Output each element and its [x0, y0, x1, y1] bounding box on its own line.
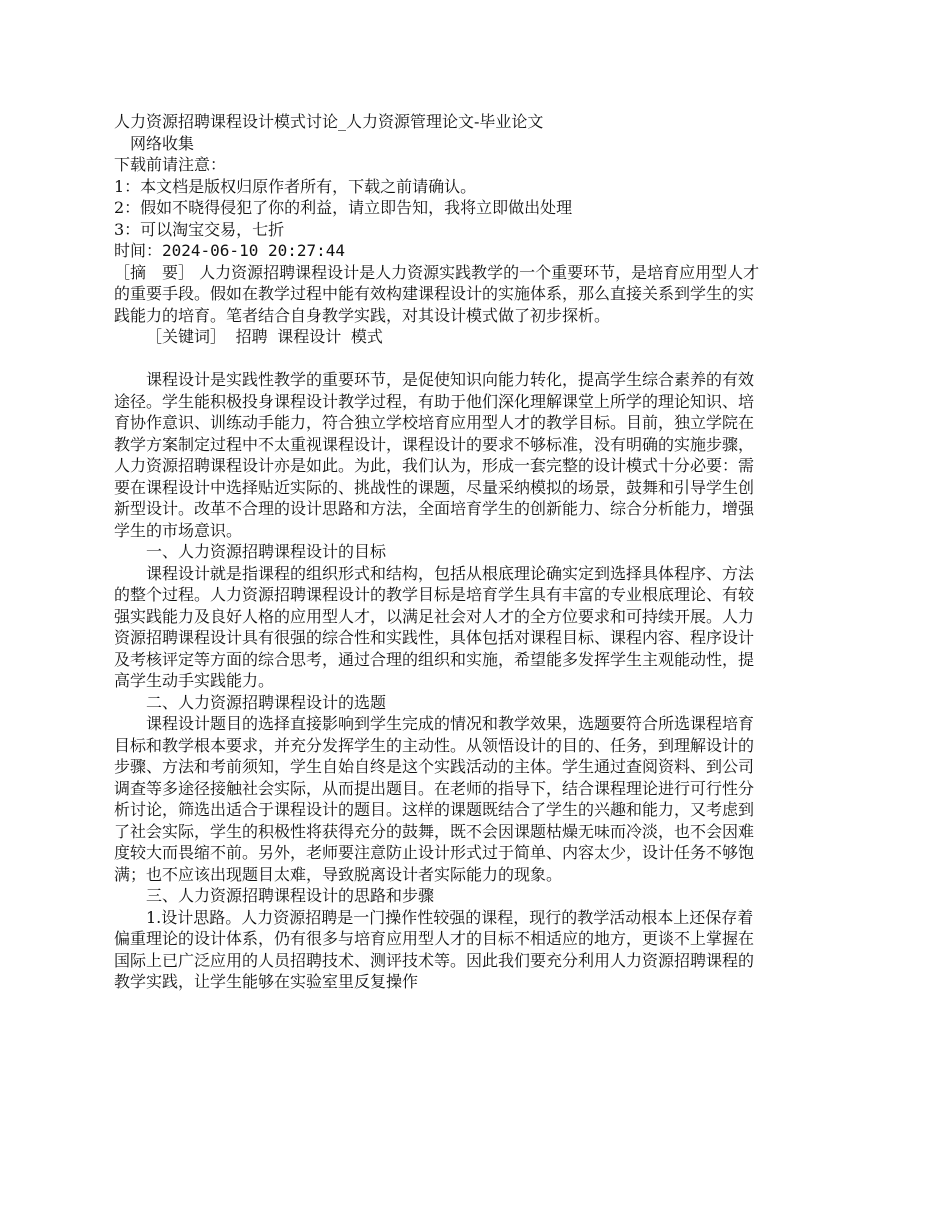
section-paragraph: 1.设计思路。人力资源招聘是一门操作性较强的课程，现行的教学活动根本上还保存着偏重理论的设计体系，仍有很多与培育应用型人才的目标不相适应的地方，更谈不上掌握在国际上已广泛应用的人员招聘技术、测评技术等。因此我们要充分利用人力资源招聘课程的教学实践，让学生能够在实验室里反复操作	[114, 907, 755, 991]
document-title: 人力资源招聘课程设计模式讨论_人力资源管理论文-毕业论文	[114, 112, 544, 131]
source-note: 网络收集	[130, 133, 195, 153]
blank-line	[114, 348, 768, 370]
section-paragraph: 课程设计题目的选择直接影响到学生完成的情况和教学效果，选题要符合所选课程培育目标和教学根本要求，并充分发挥学生的主动性。从领悟设计的目的、任务，到理解设计的步骤、方法和考前须知，学生自始自终是这个实践活动的主体。学生通过查阅资料、到公司调查等多途径接触社会实际，从而提出题目。在老师的指导下，结合课程理论进行可行性分析讨论，筛选出适合于课程设计的题目。这样的课题既结合了学生的兴趣和能力，又考虑到了社会实际，学生的积极性将获得充分的鼓舞，既不会因课题枯燥无味而冷淡，也不会因难度较大而畏缩不前。另外，老师要注意防止设计形式过于简单、内容太少，设计任务不够饱满；也不应该出现题目太难，导致脱离设计者实际能力的现象。	[114, 714, 755, 884]
keyword: 课程设计	[277, 327, 342, 346]
keywords	[114, 326, 768, 348]
notice-item: 3：可以淘宝交易，七折	[114, 219, 285, 239]
document-page	[114, 111, 768, 993]
timestamp: 时间：2024-06-10 20:27:44	[114, 241, 346, 260]
notice-item: 2：假如不晓得侵犯了你的利益，请立即告知，我将立即做出处理	[114, 198, 573, 217]
keyword: 模式	[350, 327, 383, 346]
section-paragraph: 课程设计就是指课程的组织形式和结构，包括从根底理论确实定到选择具体程序、方法的整个过程。人力资源招聘课程设计的教学目标是培育学生具有丰富的专业根底理论、有较强实践能力及良好人格的应用型人才，以满足社会对人才的全方位要求和可持续开展。人力资源招聘课程设计具有很强的综合性和实践性，具体包括对课程目标、课程内容、程序设计及考核评定等方面的综合思考，通过合理的组织和实施，希望能多发挥学生主观能动性，提高学生动手实践能力。	[114, 563, 755, 690]
keywords-label: ［关键词］	[146, 327, 227, 346]
section-heading: 二、人力资源招聘课程设计的选题	[146, 692, 387, 712]
notice-item: 1：本文档是版权归原作者所有，下载之前请确认。	[114, 176, 477, 196]
notice-heading: 下载前请注意：	[114, 155, 227, 174]
keyword: 招聘	[235, 327, 268, 346]
abstract: ［摘 要］ 人力资源招聘课程设计是人力资源实践教学的一个重要环节，是培育应用型人才的重要手段。假如在教学过程中能有效构建课程设计的实施体系，那么直接关系到学生的实践能力的培育。笔者结合自身教学实践，对其设计模式做了初步探析。	[114, 262, 760, 325]
section-heading: 三、人力资源招聘课程设计的思路和步骤	[146, 886, 435, 905]
intro-paragraph: 课程设计是实践性教学的重要环节，是促使知识向能力转化，提高学生综合素养的有效途径。学生能积极投身课程设计教学过程，有助于他们深化理解课堂上所学的理论知识、培育协作意识、训练动手能力，符合独立学校培育应用型人才的教学目标。目前，独立学院在教学方案制定过程中不太重视课程设计，课程设计的要求不够标准，没有明确的实施步骤，人力资源招聘课程设计亦是如此。为此，我们认为，形成一套完整的设计模式十分必要：需要在课程设计中选择贴近实际的、挑战性的课题，尽量采纳模拟的场景，鼓舞和引导学生创新型设计。改革不合理的设计思路和方法，全面培育学生的创新能力、综合分析能力，增强学生的市场意识。	[114, 370, 755, 540]
section-heading: 一、人力资源招聘课程设计的目标	[146, 542, 387, 561]
